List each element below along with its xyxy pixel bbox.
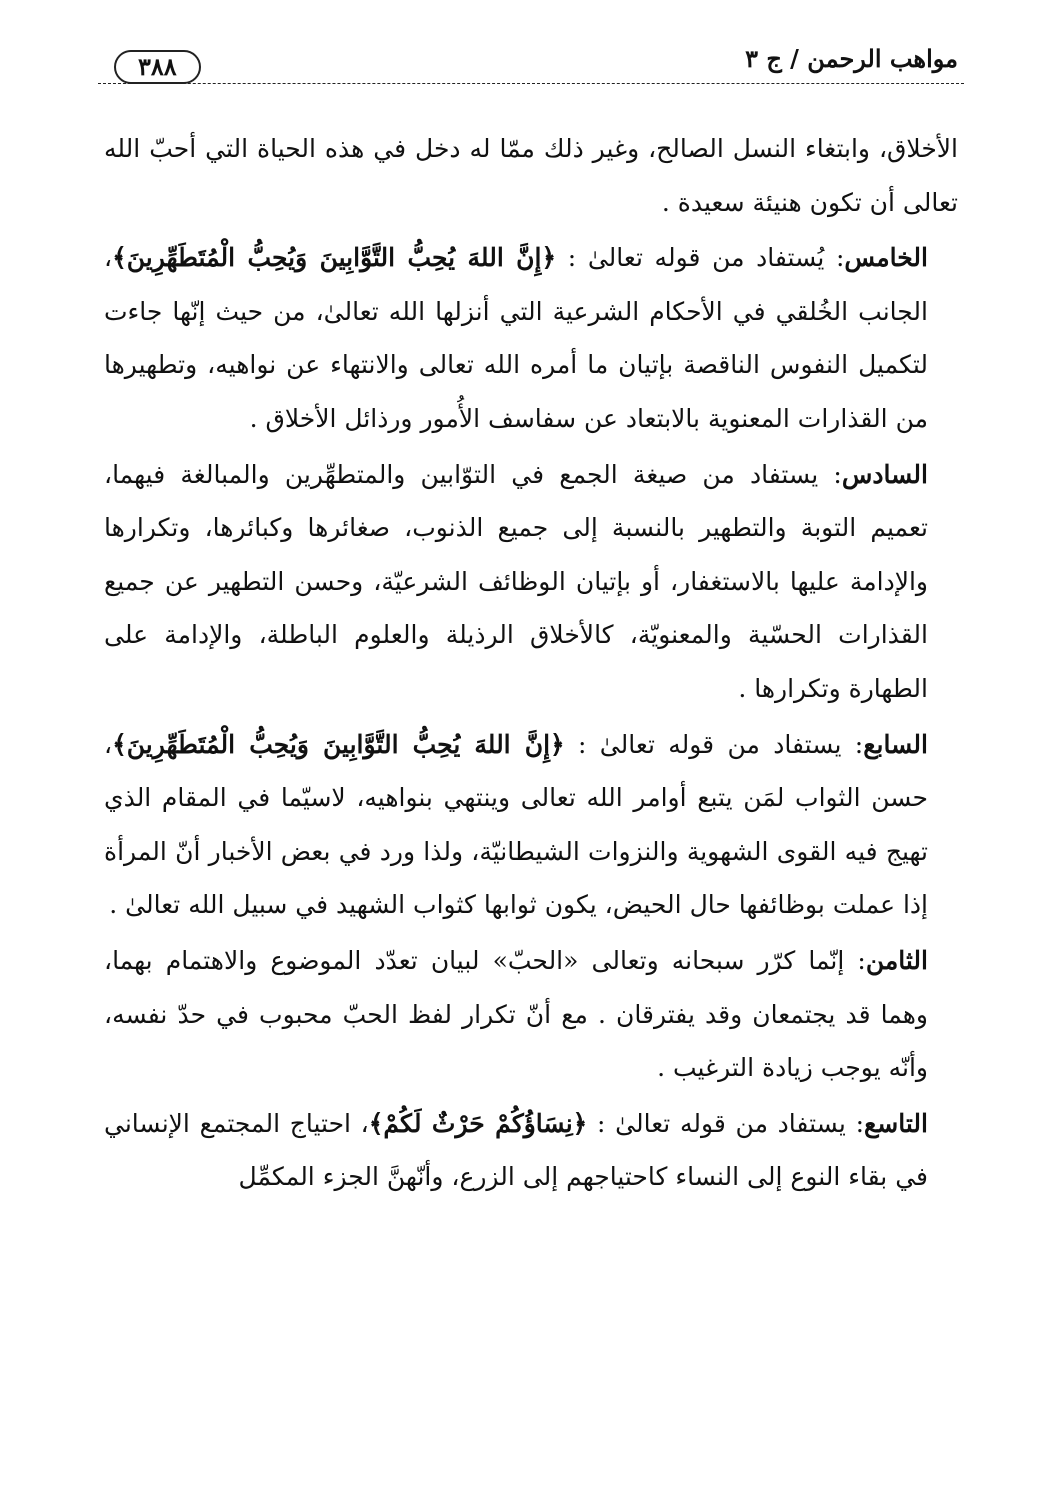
paragraph-text: : إنّما كرّر سبحانه وتعالى «الحبّ» لبيان تعدّد الموضوع والاهتمام بهما، وهما قد يجتمعان وقد يفترقان . مع أنّ تكرار لفظ الحبّ محبوب في حدّ نفسه، وأنّه يوجب زيادة الترغيب . bbox=[104, 945, 928, 1083]
page-body bbox=[104, 122, 958, 1204]
paragraph-lead: الثامن bbox=[865, 945, 928, 975]
paragraph-text: الأخلاق، وابتغاء النسل الصالح، وغير ذلك ممّا له دخل في هذه الحياة التي أحبّ الله تعالى أن تكون هنيئة سعيدة . bbox=[104, 134, 958, 217]
paragraph bbox=[104, 122, 958, 229]
page-header bbox=[98, 36, 964, 88]
paragraph-text: ، احتياج المجتمع الإنساني في بقاء النوع إلى النساء كاحتياجهم إلى الزرع، وأنّهنَّ الجزء المكمِّل bbox=[104, 1108, 928, 1192]
paragraph bbox=[104, 934, 958, 1095]
paragraph bbox=[104, 1097, 958, 1204]
paragraph-text: ، الجانب الخُلقي في الأحكام الشرعية التي أنزلها الله تعالىٰ، من حيث إنّها جاءت لتكميل النفوس الناقصة بإتيان ما أمره الله تعالى والانتهاء عن نواهيه، وتطهيرها من القذارات المعنوية بالابتعاد عن سفاسف الأُمور ورذائل الأخلاق . bbox=[104, 243, 928, 433]
paragraph-text: : يستفاد من صيغة الجمع في التوّابين والمتطهِّرين والمبالغة فيهما، تعميم التوبة والتطهير بالنسبة إلى جميع الذنوب، صغائرها وكبائرها، وتكرارها والإدامة عليها بالاستغفار، أو بإتيان الوظائف الشرعيّة، وحسن التطهير عن جميع القذارات الحسّية والمعنويّة، كالأخلاق الرذيلة والعلوم الباطلة، والإدامة على الطهارة وتكرارها . bbox=[104, 459, 928, 703]
paragraph bbox=[104, 231, 958, 445]
quran-verse: ﴿إِنَّ اللهَ يُحِبُّ التَّوَّابِينَ وَيُحِبُّ الْمُتَطَهِّرِينَ﴾ bbox=[112, 729, 565, 759]
quran-verse: ﴿نِسَاؤُكُمْ حَرْثٌ لَكُمْ﴾ bbox=[368, 1108, 588, 1138]
page-number: ٣٨٨ bbox=[114, 50, 201, 84]
paragraph-text: ، حسن الثواب لمَن يتبع أوامر الله تعالى وينتهي بنواهيه، لاسيّما في المقام الذي تهيج فيه القوى الشهوية والنزوات الشيطانيّة، ولذا ورد في بعض الأخبار أنّ المرأة إذا عملت بوظائفها حال الحيض، يكون ثوابها كثواب الشهيد في سبيل الله تعالىٰ . bbox=[104, 729, 928, 920]
paragraph-text: : يُستفاد من قوله تعالىٰ : bbox=[556, 243, 845, 273]
paragraph-lead: السادس bbox=[841, 459, 928, 489]
paragraph-text: : يستفاد من قوله تعالىٰ : bbox=[564, 729, 864, 759]
paragraph-lead: الخامس bbox=[844, 243, 928, 273]
quran-verse: ﴿إِنَّ اللهَ يُحِبُّ التَّوَّابِينَ وَيُحِبُّ الْمُتَطَهِّرِينَ﴾ bbox=[112, 243, 557, 273]
running-title: مواهب الرحمن / ج ٣ bbox=[745, 44, 958, 73]
paragraph-lead: التاسع bbox=[864, 1108, 928, 1138]
header-rule bbox=[98, 83, 964, 84]
paragraph-text: : يستفاد من قوله تعالىٰ : bbox=[587, 1108, 864, 1138]
paragraph bbox=[104, 718, 958, 932]
paragraph bbox=[104, 448, 958, 716]
paragraph-lead: السابع bbox=[863, 729, 928, 759]
